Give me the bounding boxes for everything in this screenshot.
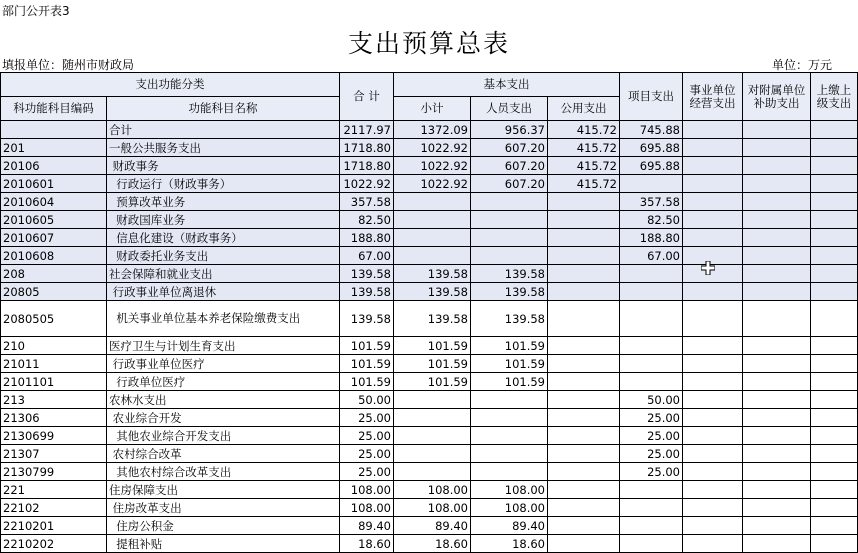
cell-name: 行政事业单位医疗 [107, 355, 340, 373]
cell-subtotal: 101.59 [394, 373, 471, 391]
cell-project [620, 499, 683, 517]
cell-project [620, 355, 683, 373]
cell-project [620, 283, 683, 301]
cell-subsidy [743, 229, 811, 247]
table-row [1, 139, 858, 157]
table-row [1, 355, 858, 373]
table-row [1, 121, 858, 139]
header-public: 公用支出 [548, 97, 620, 121]
cell-business [683, 211, 743, 229]
cell-subsidy [743, 391, 811, 409]
table-row [1, 535, 858, 553]
table-row [1, 211, 858, 229]
cell-name: 机关事业单位基本养老保险缴费支出 [107, 301, 340, 337]
cell-upper [811, 283, 858, 301]
cell-name: 信息化建设（财政事务） [107, 229, 340, 247]
cell-name: 其他农村综合改革支出 [107, 463, 340, 481]
cell-business [683, 337, 743, 355]
cell-public [548, 229, 620, 247]
cell-personnel [471, 391, 548, 409]
cell-personnel: 101.59 [471, 373, 548, 391]
cell-public [548, 373, 620, 391]
cell-personnel: 607.20 [471, 157, 548, 175]
header-upper: 上缴上级支出 [811, 73, 858, 121]
cell-subsidy [743, 301, 811, 337]
cell-business [683, 481, 743, 499]
cell-public [548, 193, 620, 211]
cell-total: 139.58 [340, 301, 394, 337]
cell-public: 415.72 [548, 157, 620, 175]
cell-subsidy [743, 427, 811, 445]
cell-project: 25.00 [620, 409, 683, 427]
cell-name: 财政事务 [107, 157, 340, 175]
cell-subsidy [743, 265, 811, 283]
table-row [1, 229, 858, 247]
cell-business [683, 517, 743, 535]
cell-name: 社会保障和就业支出 [107, 265, 340, 283]
table-body [1, 121, 858, 553]
cell-name: 行政运行（财政事务） [107, 175, 340, 193]
cell-subsidy [743, 211, 811, 229]
cell-subtotal [394, 445, 471, 463]
cell-personnel: 956.37 [471, 121, 548, 139]
cell-upper [811, 355, 858, 373]
cell-name: 预算改革业务 [107, 193, 340, 211]
cell-project: 25.00 [620, 445, 683, 463]
cell-public [548, 265, 620, 283]
cell-business [683, 355, 743, 373]
cell-code: 2010605 [1, 211, 107, 229]
cell-public [548, 355, 620, 373]
cell-subtotal: 108.00 [394, 481, 471, 499]
cell-subtotal: 108.00 [394, 499, 471, 517]
header-subtotal: 小计 [394, 97, 471, 121]
header-project: 项目支出 [620, 73, 683, 121]
cell-total: 25.00 [340, 445, 394, 463]
cell-code: 2101101 [1, 373, 107, 391]
header-subsidy: 对附属单位补助支出 [743, 73, 811, 121]
cell-project: 695.88 [620, 139, 683, 157]
cell-name: 财政国库业务 [107, 211, 340, 229]
cell-total: 82.50 [340, 211, 394, 229]
cell-code: 2010604 [1, 193, 107, 211]
cell-name: 医疗卫生与计划生育支出 [107, 337, 340, 355]
header-personnel: 人员支出 [471, 97, 548, 121]
cell-total: 25.00 [340, 427, 394, 445]
cell-subtotal: 139.58 [394, 265, 471, 283]
table-row [1, 463, 858, 481]
cell-code: 22102 [1, 499, 107, 517]
cell-total: 139.58 [340, 283, 394, 301]
cell-code: 2130799 [1, 463, 107, 481]
cell-project: 67.00 [620, 247, 683, 265]
reporting-unit: 填报单位：随州市财政局 [2, 58, 135, 72]
cell-public [548, 463, 620, 481]
header-func-class: 支出功能分类 [1, 73, 340, 97]
cell-subsidy [743, 175, 811, 193]
cell-code: 2010608 [1, 247, 107, 265]
cell-subsidy [743, 283, 811, 301]
cell-code: 2130699 [1, 427, 107, 445]
cell-personnel [471, 409, 548, 427]
table-row [1, 427, 858, 445]
cell-subsidy [743, 157, 811, 175]
cell-upper [811, 175, 858, 193]
cell-business [683, 193, 743, 211]
cell-personnel [471, 427, 548, 445]
cell-personnel [471, 463, 548, 481]
cell-business [683, 427, 743, 445]
cell-project [620, 535, 683, 553]
cell-subtotal: 1022.92 [394, 175, 471, 193]
table-row [1, 337, 858, 355]
cell-total: 2117.97 [340, 121, 394, 139]
cell-code: 2010601 [1, 175, 107, 193]
cell-personnel: 89.40 [471, 517, 548, 535]
cell-project [620, 265, 683, 283]
cell-project: 25.00 [620, 427, 683, 445]
cell-public [548, 391, 620, 409]
cell-code: 2080505 [1, 301, 107, 337]
cell-upper [811, 247, 858, 265]
cell-subtotal: 89.40 [394, 517, 471, 535]
cell-code: 2210201 [1, 517, 107, 535]
cell-subsidy [743, 121, 811, 139]
cell-personnel: 101.59 [471, 355, 548, 373]
cell-business [683, 463, 743, 481]
cell-upper [811, 373, 858, 391]
cell-name: 提租补贴 [107, 535, 340, 553]
cell-code: 21306 [1, 409, 107, 427]
cell-personnel: 108.00 [471, 481, 548, 499]
cell-code: 20106 [1, 157, 107, 175]
cell-subtotal [394, 427, 471, 445]
cell-subsidy [743, 139, 811, 157]
cell-personnel: 18.60 [471, 535, 548, 553]
cell-public [548, 517, 620, 535]
cell-project [620, 301, 683, 337]
cell-subsidy [743, 373, 811, 391]
cell-business [683, 175, 743, 193]
cell-code: 210 [1, 337, 107, 355]
cell-subtotal [394, 391, 471, 409]
cell-personnel: 108.00 [471, 499, 548, 517]
table-row [1, 283, 858, 301]
cell-upper [811, 517, 858, 535]
header-business: 事业单位经营支出 [683, 73, 743, 121]
table-row [1, 517, 858, 535]
cell-subtotal [394, 247, 471, 265]
cell-business [683, 301, 743, 337]
cell-code: 2010607 [1, 229, 107, 247]
cell-public [548, 445, 620, 463]
page-title: 支出预算总表 [347, 29, 510, 58]
cell-total: 1718.80 [340, 139, 394, 157]
cell-project: 82.50 [620, 211, 683, 229]
cell-total: 89.40 [340, 517, 394, 535]
cell-personnel: 139.58 [471, 301, 548, 337]
cell-business [683, 283, 743, 301]
table-row [1, 175, 858, 193]
cell-name: 合计 [107, 121, 340, 139]
cell-project [620, 481, 683, 499]
table-row [1, 391, 858, 409]
cell-business [683, 157, 743, 175]
table-row [1, 193, 858, 211]
cell-total: 18.60 [340, 535, 394, 553]
cell-code: 2210202 [1, 535, 107, 553]
cell-name: 行政事业单位离退休 [107, 283, 340, 301]
cell-project [620, 373, 683, 391]
cell-upper [811, 427, 858, 445]
cell-personnel: 139.58 [471, 283, 548, 301]
table-row [1, 247, 858, 265]
table-row [1, 445, 858, 463]
cell-subtotal: 101.59 [394, 337, 471, 355]
header-code: 科功能科目编码 [1, 97, 107, 121]
cell-subtotal [394, 409, 471, 427]
table-row [1, 157, 858, 175]
cell-subsidy [743, 337, 811, 355]
cell-personnel: 607.20 [471, 175, 548, 193]
cell-personnel [471, 211, 548, 229]
cell-name: 一般公共服务支出 [107, 139, 340, 157]
cell-business [683, 535, 743, 553]
cell-upper [811, 535, 858, 553]
cell-business [683, 139, 743, 157]
cell-subtotal: 1372.09 [394, 121, 471, 139]
cell-public [548, 301, 620, 337]
cell-total: 101.59 [340, 337, 394, 355]
cell-subsidy [743, 481, 811, 499]
cell-total: 1022.92 [340, 175, 394, 193]
cell-name: 住房保障支出 [107, 481, 340, 499]
cell-subsidy [743, 193, 811, 211]
cell-upper [811, 211, 858, 229]
cell-upper [811, 301, 858, 337]
cell-business [683, 409, 743, 427]
cell-upper [811, 139, 858, 157]
cell-personnel: 101.59 [471, 337, 548, 355]
cell-upper [811, 499, 858, 517]
cell-subsidy [743, 445, 811, 463]
cell-upper [811, 463, 858, 481]
cell-total: 25.00 [340, 409, 394, 427]
cell-total: 188.80 [340, 229, 394, 247]
cell-subtotal: 1022.92 [394, 139, 471, 157]
table-row [1, 499, 858, 517]
header-name: 功能科目名称 [107, 97, 340, 121]
cell-project: 695.88 [620, 157, 683, 175]
cell-upper [811, 265, 858, 283]
cell-total: 50.00 [340, 391, 394, 409]
cell-public [548, 211, 620, 229]
sheet-label: 部门公开表3 [2, 4, 70, 18]
cell-code: 213 [1, 391, 107, 409]
cell-upper [811, 445, 858, 463]
table-row [1, 481, 858, 499]
cell-personnel: 139.58 [471, 265, 548, 283]
cell-personnel: 607.20 [471, 139, 548, 157]
cell-public [548, 535, 620, 553]
cell-subsidy [743, 409, 811, 427]
cell-total: 1718.80 [340, 157, 394, 175]
cell-code: 20805 [1, 283, 107, 301]
cell-name: 行政单位医疗 [107, 373, 340, 391]
crosshair-cursor-icon [701, 261, 715, 275]
cell-total: 101.59 [340, 373, 394, 391]
cell-public [548, 283, 620, 301]
table-row [1, 373, 858, 391]
cell-subtotal [394, 229, 471, 247]
cell-upper [811, 337, 858, 355]
cell-total: 67.00 [340, 247, 394, 265]
cell-public [548, 337, 620, 355]
cell-personnel [471, 445, 548, 463]
cell-project [620, 175, 683, 193]
cell-subsidy [743, 535, 811, 553]
cell-business [683, 121, 743, 139]
cell-total: 357.58 [340, 193, 394, 211]
cell-upper [811, 409, 858, 427]
cell-total: 25.00 [340, 463, 394, 481]
cell-project [620, 337, 683, 355]
cell-name: 其他农业综合开发支出 [107, 427, 340, 445]
cell-project: 50.00 [620, 391, 683, 409]
cell-code: 221 [1, 481, 107, 499]
cell-public [548, 481, 620, 499]
table-row [1, 265, 858, 283]
table-row [1, 409, 858, 427]
cell-personnel [471, 247, 548, 265]
cell-personnel [471, 193, 548, 211]
cell-subtotal: 139.58 [394, 283, 471, 301]
cell-subtotal: 139.58 [394, 301, 471, 337]
cell-public [548, 247, 620, 265]
cell-total: 108.00 [340, 481, 394, 499]
cell-project: 745.88 [620, 121, 683, 139]
cell-upper [811, 121, 858, 139]
cell-public: 415.72 [548, 121, 620, 139]
cell-public [548, 499, 620, 517]
header-total: 合 计 [340, 73, 394, 121]
cell-project [620, 517, 683, 535]
cell-public [548, 409, 620, 427]
cell-subtotal: 1022.92 [394, 157, 471, 175]
cell-code: 21307 [1, 445, 107, 463]
cell-business [683, 373, 743, 391]
cell-subtotal [394, 463, 471, 481]
cell-subsidy [743, 247, 811, 265]
cell-subtotal: 18.60 [394, 535, 471, 553]
cell-upper [811, 157, 858, 175]
cell-project: 25.00 [620, 463, 683, 481]
cell-name: 农业综合开发 [107, 409, 340, 427]
cell-public [548, 427, 620, 445]
cell-upper [811, 229, 858, 247]
cell-name: 财政委托业务支出 [107, 247, 340, 265]
cell-total: 108.00 [340, 499, 394, 517]
cell-code: 21011 [1, 355, 107, 373]
cell-business [683, 391, 743, 409]
cell-name: 农林水支出 [107, 391, 340, 409]
cell-name: 农村综合改革 [107, 445, 340, 463]
cell-subtotal: 101.59 [394, 355, 471, 373]
cell-upper [811, 391, 858, 409]
cell-total: 139.58 [340, 265, 394, 283]
cell-subsidy [743, 463, 811, 481]
cell-subsidy [743, 355, 811, 373]
cell-business [683, 445, 743, 463]
cell-upper [811, 193, 858, 211]
cell-public: 415.72 [548, 175, 620, 193]
cell-public: 415.72 [548, 139, 620, 157]
cell-personnel [471, 229, 548, 247]
cell-code: 201 [1, 139, 107, 157]
cell-project: 357.58 [620, 193, 683, 211]
cell-code [1, 121, 107, 139]
header-basic: 基本支出 [394, 73, 620, 97]
cell-subtotal [394, 193, 471, 211]
cell-name: 住房改革支出 [107, 499, 340, 517]
cell-project: 188.80 [620, 229, 683, 247]
cell-total: 101.59 [340, 355, 394, 373]
table-row [1, 301, 858, 337]
cell-business [683, 229, 743, 247]
cell-name: 住房公积金 [107, 517, 340, 535]
budget-table [0, 72, 858, 553]
cell-upper [811, 481, 858, 499]
cell-subtotal [394, 211, 471, 229]
cell-subsidy [743, 517, 811, 535]
cell-business [683, 499, 743, 517]
currency-unit: 单位：万元 [771, 58, 832, 72]
cell-code: 208 [1, 265, 107, 283]
cell-subsidy [743, 499, 811, 517]
